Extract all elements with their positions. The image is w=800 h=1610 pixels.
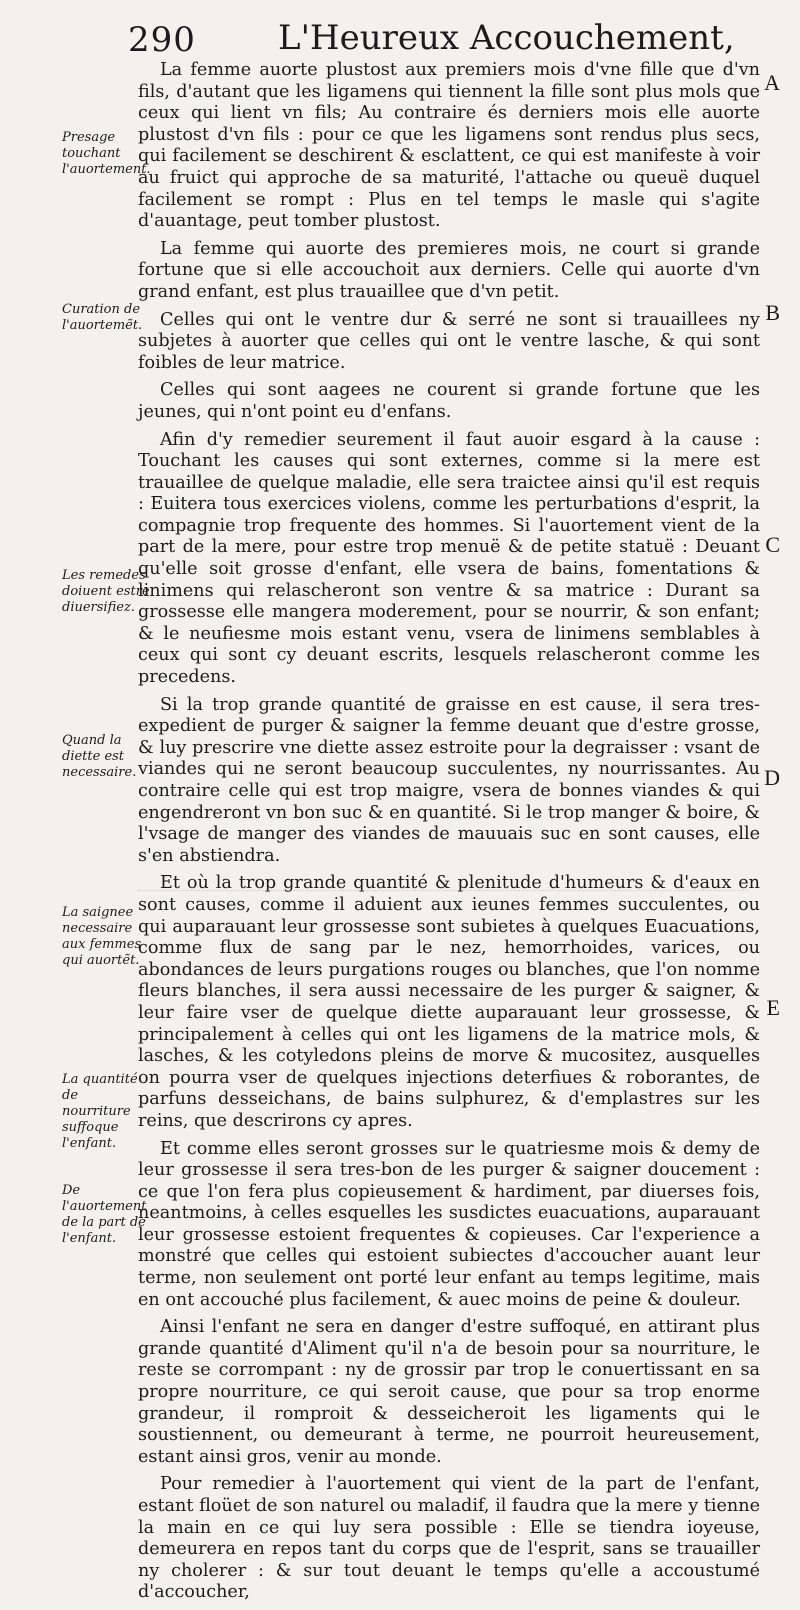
section-letter: A: [764, 70, 780, 95]
paragraph: Afin d'y remedier seurement il faut auoir esgard à la cause : Touchant les causes qui sont externes, comme si la mere est trauaillee de quelque maladie, elle sera traictee ainsi qu'il est requis : Euitera tous exercices violens, comme les perturbations d'esprit, la compagnie trop frequente des hommes. Si l'auortement vient de la part de la mere, pour estre trop menuë & de petite statuë : Deuant qu'elle soit grosse d'enfant, elle vsera de bains, fomentations & linimens qui relascheront son ventre & sa matrice : Durant sa grossesse elle mangera moderement, pour se nourrir, & son enfant; & le neufiesme mois estant venu, vsera de linimens semblables à ceux qui sont cy deuant escrits, lesquels relascheront comme les precedens.: [138, 429, 760, 688]
running-title: L'Heureux Accouchement,: [278, 18, 735, 58]
margin-note: Quand la diette est necessaire.: [62, 733, 137, 780]
section-letter: B: [765, 300, 780, 325]
section-letter: C: [765, 532, 780, 557]
paragraph: La femme auorte plustost aux premiers mois d'vne fille que d'vn fils, d'autant que les ligamens qui tiennent la fille sont plus mols que ceux qui lient vn fils; Au contraire és derniers mois elle auorte plustost d'vn fils : pour ce que les ligamens sont rendus plus secs, qui facilement se deschirent & esclattent, ce qui est manifeste à voir au fruict qui approche de sa maturité, l'attache ou queuë duquel facilement se rompt : Plus en tel temps le masle qui s'agite d'auantage, peut tomber plustost.: [138, 60, 760, 232]
margin-note: Les remedes doiuent estre diuersifiez.: [62, 568, 150, 615]
margin-note: De l'auortement de la part de l'enfant.: [62, 1183, 147, 1246]
paragraph: Celles qui sont aagees ne courent si grande fortune que les jeunes, qui n'ont point eu d'enfans.: [138, 380, 760, 422]
section-letter: E: [766, 995, 780, 1020]
paragraph: Et comme elles seront grosses sur le quatriesme mois & demy de leur grossesse il sera tres-bon de les purger & saigner doucement : ce que l'on fera plus copieusement & hardiment, par diuerses fois, neantmoins, à celles esquelles les susdictes euacuations, auparauant leur grossesse estoient frequentes & copieuses. Car l'experience a monstré que celles qui estoient subiectes d'accoucher auant leur terme, non seulement ont porté leur enfant au temps legitime, mais en ont accouché plus facilement, & auec moins de peine & douleur.: [138, 1138, 760, 1310]
margin-note: Curation de l'auortemẽt.: [62, 302, 143, 333]
margin-note: La quantité de nourriture suffoque l'enfant.: [62, 1072, 138, 1151]
paragraph: Si la trop grande quantité de graisse en est cause, il sera tres-expedient de purger & saigner la femme deuant que d'estre grosse, & luy prescrire vne diette assez estroite pour la degraisser : vsant de viandes qui ne seront beaucoup succulentes, ny nourrissantes. Au contraire celle qui est trop maigre, vsera de bonnes viandes & qui engendreront vn bon suc & en quantité. Si le trop manger & boire, & l'vsage de manger des viandes de mauuais suc en sont causes, elle s'en abstiendra.: [138, 694, 760, 866]
paragraph: Celles qui ont le ventre dur & serré ne sont si trauaillees ny subjetes à auorter que celles qui ont le ventre lasche, & qui sont foibles de leur matrice.: [138, 309, 760, 373]
paragraph: Pour remedier à l'auortement qui vient de la part de l'enfant, estant floüet de son naturel ou maladif, il faudra que la mere y tienne la main en ce qui luy sera possible : Elle se tiendra ioyeuse, demeurera en repos tant du corps que de l'esprit, sans se trauailler ny cholerer : & sur tout deuant le temps qu'elle a accoustumé d'accoucher,: [138, 1474, 760, 1603]
margin-note: La saignee necessaire aux femmes qui auortẽt.: [62, 905, 142, 968]
section-letter: D: [764, 765, 780, 790]
faint-rule: [138, 890, 748, 891]
body-text: [138, 60, 760, 1610]
page-header: [128, 14, 735, 64]
margin-note: Presage touchant l'auortement.: [62, 130, 151, 177]
paragraph: La femme qui auorte des premieres mois, ne court si grande fortune que si elle accouchoit aux derniers. Celle qui auorte d'vn grand enfant, est plus trauaillee que d'vn petit.: [138, 238, 760, 302]
paragraph: Ainsi l'enfant ne sera en danger d'estre suffoqué, en attirant plus grande quantité d'Aliment qu'il n'a de besoin pour sa nourriture, le reste se corrompant : ny de grossir par trop le conuertissant en sa propre nourriture, ce qui seroit cause, que pour sa trop enorme grandeur, il romproit & desseicheroit les ligaments qui le soustiennent, ou demeurant à terme, ne pourroit heureusement, estant ainsi gros, venir au monde.: [138, 1317, 760, 1467]
page-number: 290: [128, 20, 196, 60]
paragraph: Et où la trop grande quantité & plenitude d'humeurs & d'eaux en sont causes, comme il aduient aux ieunes femmes succulentes, ou qui auparauant leur grossesse sont subietes à quelques Euacuations, comme flux de sang par le nez, hemorrhoides, varices, ou abondances de leurs purgations rouges ou blanches, que l'on nomme fleurs blanches, il sera aussi necessaire de les purger & saigner, & leur faire vser de quelque diette auparauant leur grossesse, & principalement à celles qui ont les ligamens de la matrice mols, & lasches, & les cotyledons pleins de morve & mucositez, ausquelles on pourra vser de quelques injections deterfiues & roborantes, de parfuns desseichans, de bains sulphurez, & d'emplastres sur les reins, que descrirons cy apres.: [138, 873, 760, 1131]
